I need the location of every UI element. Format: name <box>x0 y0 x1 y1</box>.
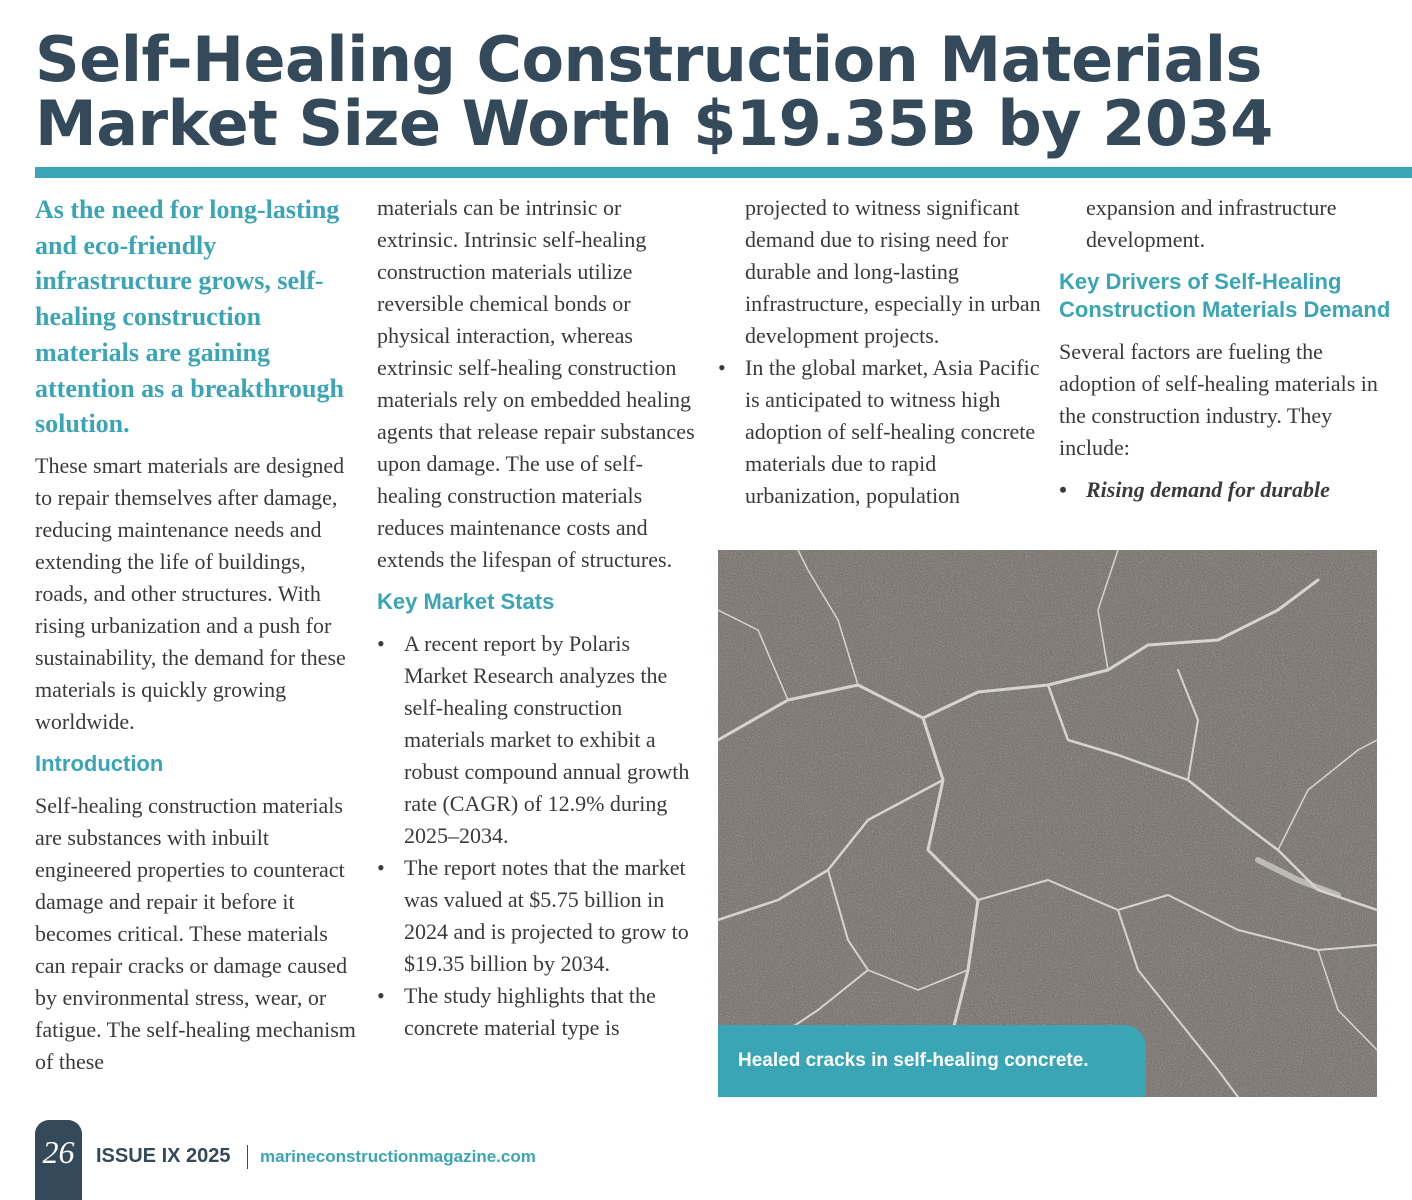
issue-label: ISSUE IX 2025 <box>96 1145 231 1167</box>
lede-paragraph: As the need for long-lasting and eco-friendly infrastructure grows, self-healing construction materials are gaining attention as a breakthrough solution. <box>35 195 344 439</box>
website-link[interactable]: marineconstructionmagazine.com <box>260 1147 536 1166</box>
list-item-continuation: expansion and infrastructure development. <box>1086 195 1337 252</box>
concrete-texture-image <box>718 550 1377 1097</box>
page-number: 26 <box>35 1120 82 1200</box>
introduction-heading: Introduction <box>35 750 164 776</box>
column-2 <box>377 192 697 1044</box>
market-stats-list-continued <box>718 352 1043 512</box>
introduction-paragraph: Self-healing construction materials are substances with inbuilt engineered properties to counteract damage and repair it before it becomes critical. These materials can repair cracks or damage caused by environmental stress, wear, or fatigue. The self-healing mechanism of these <box>35 792 356 1074</box>
key-drivers-heading: Key Drivers of Self-Healing Construction Materials Demand <box>1059 269 1391 322</box>
intro-paragraph: These smart materials are designed to repair themselves after damage, reducing maintenance needs and extending the life of buildings, roads, and other structures. With rising urbanization and a push for sustainability, the demand for these materials is quickly growing worldwide. <box>35 452 346 734</box>
key-market-stats-heading: Key Market Stats <box>377 589 555 614</box>
list-item: • Rising demand for durable <box>1059 474 1399 506</box>
mechanism-paragraph: materials can be intrinsic or extrinsic. Intrinsic self-healing construction materials utilize reversible chemical bonds or physical interaction, whereas extrinsic self-healing construction materials rely on embedded healing agents that release repair substances upon damage. The use of self-healing construction materials reduces maintenance costs and extends the lifespan of structures. <box>377 195 695 572</box>
page-title: Self-Healing Construction Materials Market Size Worth $19.35B by 2034 <box>35 23 1273 160</box>
column-4 <box>1059 192 1399 506</box>
drivers-paragraph: Several factors are fueling the adoption of self-healing materials in the construction industry. They include: <box>1059 339 1378 460</box>
drivers-list <box>1059 474 1399 506</box>
list-item: • In the global market, Asia Pacific is anticipated to witness high adoption of self-healing concrete materials due to rapid urbanization, population <box>718 352 1043 512</box>
market-stats-list <box>377 628 697 1044</box>
column-3 <box>718 192 1043 512</box>
list-item: • The study highlights that the concrete material type is <box>377 980 697 1044</box>
list-item-continuation: projected to witness significant demand due to rising need for durable and long-lasting infrastructure, especially in urban development projects. <box>745 195 1041 348</box>
photo-caption: Healed cracks in self-healing concrete. <box>718 1025 1146 1097</box>
concrete-cracks-photo <box>718 550 1377 1097</box>
list-item: • The report notes that the market was valued at $5.75 billion in 2024 and is projected to grow to $19.35 billion by 2034. <box>377 852 697 980</box>
column-1 <box>35 192 357 1078</box>
footer-divider <box>247 1145 248 1169</box>
title-rule <box>35 167 1412 178</box>
list-item: • A recent report by Polaris Market Research analyzes the self-healing construction materials market to exhibit a robust compound annual growth rate (CAGR) of 12.9% during 2025–2034. <box>377 628 697 852</box>
